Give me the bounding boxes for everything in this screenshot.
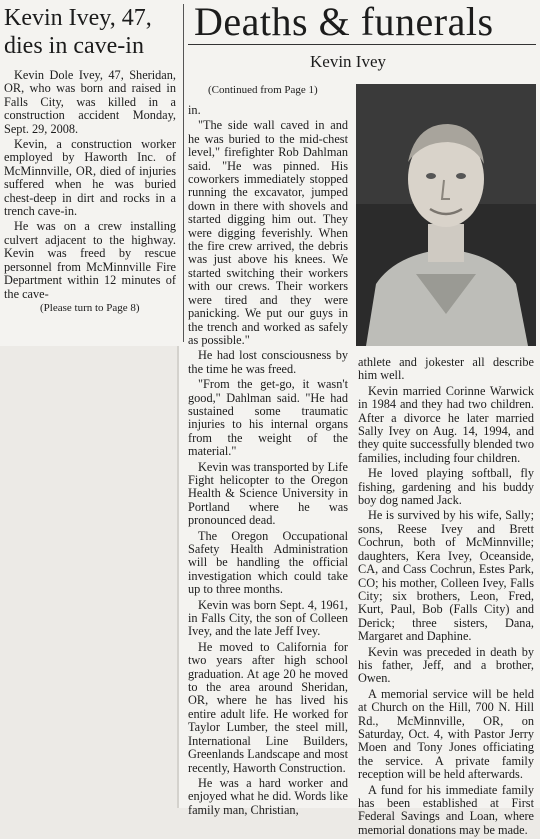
- paragraph: A memorial service will be held at Church on the Hill, 700 N. Hill Rd., McMinnville, OR, on Saturday, Oct. 4, with Pastor Jerry Moen and Tony Jones officiating the service. A private family reception will be held afterwards.: [358, 686, 534, 782]
- paragraph: He moved to California for two years after high school graduation. At age 20 he moved to the area around Sheridan, OR, where he has lived his entire adult life. He worked for Taylor Lumber, the steel mill, International Line Builders, Greenlands Landscape and most recently, Haworth Construction.: [188, 639, 348, 775]
- paragraph: He had lost consciousness by the time he was freed.: [188, 348, 348, 376]
- section-headline: Deaths & funerals: [194, 0, 494, 44]
- paragraph: The Oregon Occupational Safety Health Administration will be handling the official investigation which could take up to three months.: [188, 528, 348, 597]
- portrait-image: [356, 84, 536, 346]
- paragraph: He loved playing softball, fly fishing, gardening and his buddy boy dog named Jack.: [358, 466, 534, 508]
- paragraph: A fund for his immediate family has been established at First Federal Savings and Loan, where memorial donations may be made.: [358, 782, 534, 837]
- paragraph: Kevin was preceded in death by his father, Jeff, and a brother, Owen.: [358, 644, 534, 686]
- paragraph: He is survived by his wife, Sally; sons, Reese Ivey and Brett Cochrun, both of McMinnville; daughters, Kera Ivey, Oceanside, CA, and Cass Cochrun, Estes Park, CO; his mother, Colleen Ivey, Falls City; six brothers, Leon, Fred, Kurt, Paul, Bob (Falls City) and Derick; three sisters, Dana, Margaret and Daphine.: [358, 508, 534, 644]
- story-headline: Kevin Ivey, 47, dies in cave-in: [4, 5, 152, 59]
- paragraph: "The side wall caved in and he was buried to the mid-chest level," firefighter Rob Dahlman said. "He was pinned. His coworkers immediately stopped running the excavator, jumped down in there with shovels and started digging him out. They were digging feverishly. When the fire crew arrived, the debris was just above his knees. We started switching their workers with our crews. Their workers were tired and they were panicking. We put our guys in the trench and worked as safely as possible.": [188, 118, 348, 347]
- paragraph: Kevin married Corinne Warwick in 1984 and they had two children. After a divorce he later married Sally Ivey on Aug. 14, 1994, and they quite successfully blended two families, including four children.: [358, 383, 534, 465]
- column-rule: [183, 4, 184, 342]
- paragraph: He was a hard worker and enjoyed what he did. Words like family man, Christian,: [188, 775, 348, 817]
- column-1: [4, 69, 176, 303]
- paragraph: Kevin Dole Ivey, 47, Sheridan, OR, who was born and raised in Falls City, was killed in a construction accident Monday, Sept. 29, 2008.: [4, 68, 176, 136]
- paragraph: athlete and jokester all describe him well.: [358, 355, 534, 383]
- header-rule: [188, 44, 536, 45]
- paragraph: He was on a crew installing culvert adjacent to the highway. Kevin was freed by rescue personnel from McMinnville Fire Department within 12 minutes of the cave-: [4, 219, 176, 301]
- paragraph: Kevin was transported by Life Fight helicopter to the Oregon Health & Science University in Portland where he was pronounced dead.: [188, 459, 348, 528]
- paragraph: "From the get-go, it wasn't good," Dahlman said. "He had sustained some traumatic injuries to his internal organs from the weight of the material.": [188, 377, 348, 459]
- paragraph: in.: [188, 103, 201, 117]
- column-3: [358, 356, 534, 839]
- continued-note: (Continued from Page 1): [208, 84, 318, 96]
- portrait-photo: [356, 84, 536, 346]
- turn-page-note: (Please turn to Page 8): [40, 302, 140, 314]
- paragraph: Kevin, a construction worker employed by Haworth Inc. of McMinnville, OR, died of injuries suffered when he was buried chest-deep in dirt and rocks in a trench cave-in.: [4, 137, 176, 219]
- column-2: [188, 104, 348, 819]
- paragraph: Kevin was born Sept. 4, 1961, in Falls City, the son of Colleen Ivey, and the late Jeff Ivey.: [188, 597, 348, 639]
- clipping-edge: [177, 346, 179, 808]
- photo-caption-name: Kevin Ivey: [310, 52, 387, 71]
